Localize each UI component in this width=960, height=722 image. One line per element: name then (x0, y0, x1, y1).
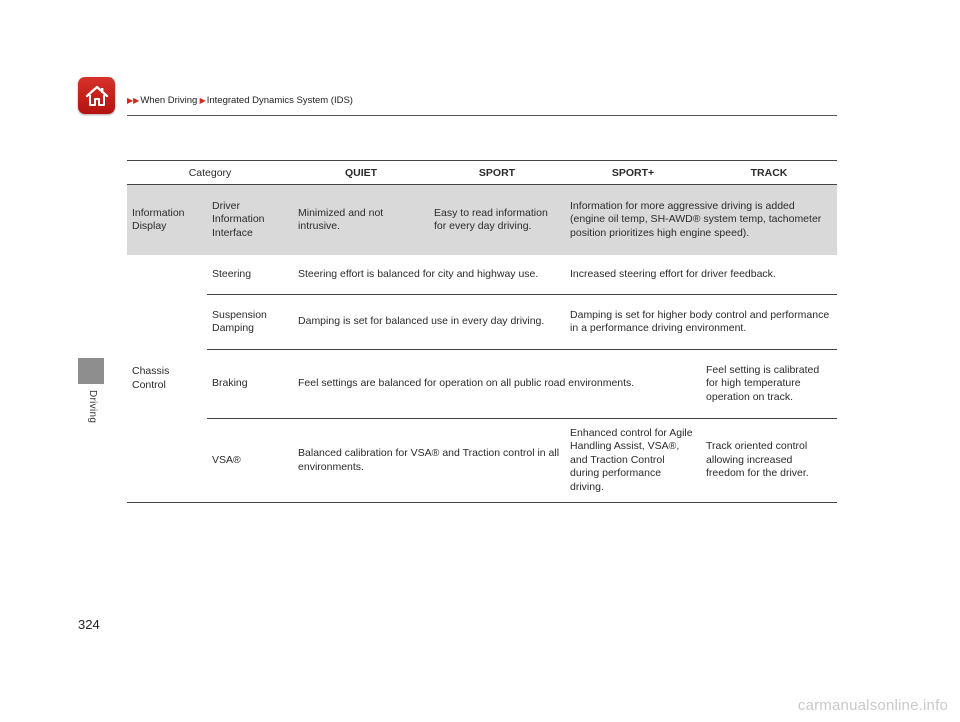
cell-quiet: Minimized and not intrusive. (293, 185, 429, 256)
column-header-category: Category (127, 161, 293, 185)
column-header-sport-plus: SPORT+ (565, 161, 701, 185)
category-information-display: Information Display (127, 185, 207, 256)
item-steering: Steering (212, 267, 252, 280)
header-divider (127, 115, 837, 116)
home-button[interactable] (78, 77, 115, 114)
item-braking: Braking (207, 350, 293, 419)
ids-mode-table (127, 160, 837, 503)
cell-quiet-to-sport-plus: Feel settings are balanced for operation on all public road environments. (293, 350, 701, 419)
section-label: Driving (87, 390, 98, 424)
item-vsa: VSA® (207, 419, 293, 503)
item-driver-information-interface: Driver Information Interface (207, 185, 293, 256)
category-chassis-control: Chassis Control (127, 255, 207, 503)
table-row (127, 185, 837, 256)
watermark: carmanualsonline.info (797, 697, 948, 714)
column-header-quiet: QUIET (293, 161, 429, 185)
table-row (127, 255, 837, 295)
breadcrumb-arrow-icon: ▶ (197, 96, 206, 105)
table-header-row (127, 161, 837, 185)
home-icon (84, 84, 110, 108)
cell-sport-plus-track: Damping is set for higher body control and performance in a performance driving environment. (565, 295, 837, 350)
cell-sport-plus: Enhanced control for Agile Handling Assist, VSA®, and Traction Control during performance driving. (565, 419, 701, 503)
table-row (127, 419, 837, 503)
page-number: 324 (78, 617, 100, 632)
section-tab-marker (78, 358, 104, 384)
column-header-sport: SPORT (429, 161, 565, 185)
cell-quiet-sport: Balanced calibration for VSA® and Traction control in all environments. (293, 419, 565, 503)
column-header-track: TRACK (701, 161, 837, 185)
item-suspension-damping: Suspension Damping (207, 295, 293, 350)
cell-track: Track oriented control allowing increased freedom for the driver. (701, 419, 837, 503)
breadcrumb (127, 95, 353, 106)
cell-sport-plus-track: Information for more aggressive driving is added (engine oil temp, SH-AWD® system temp, tachometer position prioritizes high engine speed). (565, 185, 837, 256)
cell-track: Feel setting is calibrated for high temperature operation on track. (701, 350, 837, 419)
breadcrumb-item[interactable]: When Driving (140, 95, 198, 106)
breadcrumb-item[interactable]: Integrated Dynamics System (IDS) (206, 95, 353, 106)
table-row (127, 350, 837, 419)
cell-quiet-sport: Damping is set for balanced use in every day driving. (293, 295, 565, 350)
table-row (127, 295, 837, 350)
breadcrumb-arrow-icon: ▶▶ (127, 96, 140, 105)
cell-sport: Easy to read information for every day driving. (429, 185, 565, 256)
cell-sport-plus-track: Increased steering effort for driver feedback. (570, 267, 776, 280)
cell-quiet-sport: Steering effort is balanced for city and highway use. (298, 267, 539, 280)
